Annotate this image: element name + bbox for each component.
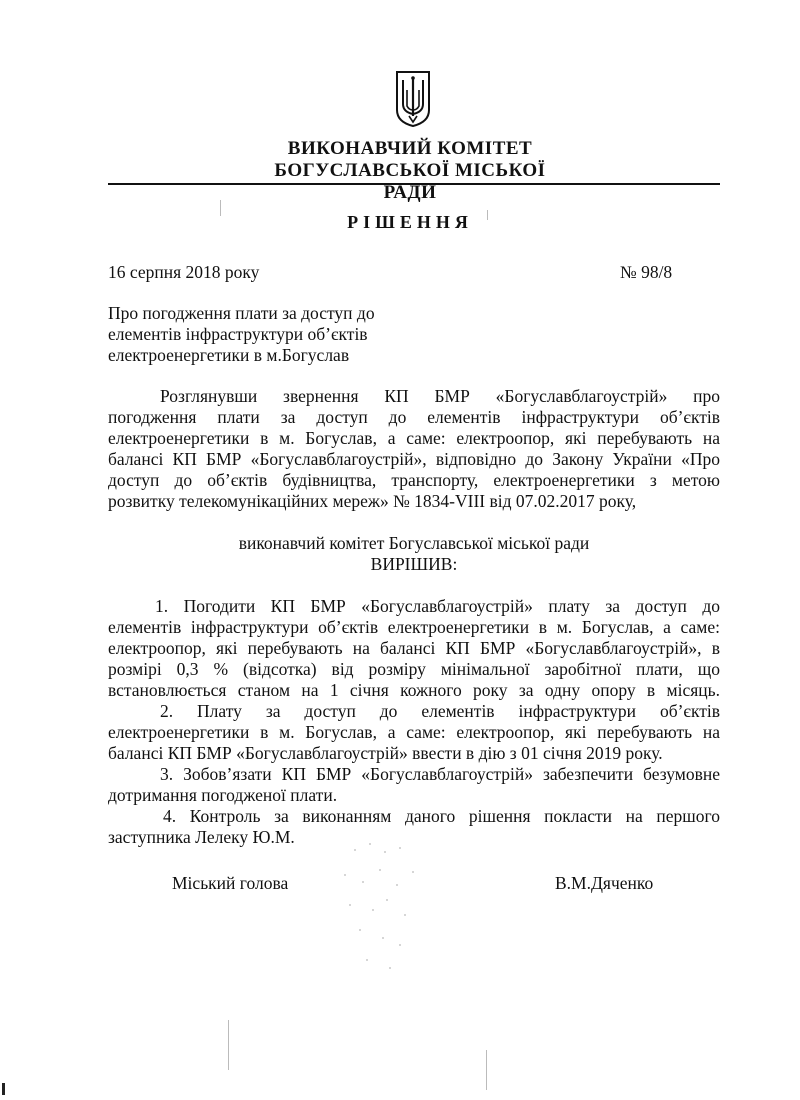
- signatory-name: В.М.Дяченко: [555, 873, 654, 893]
- subject-line: Про погодження плати за доступ до: [108, 303, 375, 323]
- scan-edge-artifact: [2, 1083, 5, 1095]
- document-title: РІШЕННЯ: [347, 212, 473, 232]
- org-name-line1: ВИКОНАВЧИЙ КОМІТЕТ: [287, 138, 533, 159]
- item-2-line: 2. Плату за доступ до елементів інфраструктури об’єктів: [160, 701, 720, 721]
- item-3-line: дотримання погодженої плати.: [108, 785, 338, 805]
- item-3-line: 3. Зобов’язати КП БМР «Богуславблагоустрій» забезпечити безумовне: [160, 764, 720, 784]
- item-2-line: електроенергетики в м. Богуслав, а саме: електроопор, які перебувають на: [108, 722, 720, 742]
- preamble-line: розвитку телекомунікаційних мереж» № 1834-VIII від 07.02.2017 року,: [108, 491, 637, 511]
- org-name-line2: БОГУСЛАВСЬКОЇ МІСЬКОЇ РАДИ: [274, 160, 546, 203]
- item-4-line: заступника Лелеку Ю.М.: [108, 827, 295, 847]
- scan-artifact: [486, 1050, 487, 1090]
- scan-artifact: [228, 1020, 229, 1070]
- item-2-line: балансі КП БМР «Богуславблагоустрій» ввести в дію з 01 січня 2019 року.: [108, 743, 663, 763]
- document-date: 16 серпня 2018 року: [108, 262, 260, 282]
- preamble-line: Розглянувши звернення КП БМР «Богуславблагоустрій» про: [160, 386, 720, 406]
- item-1-line: розмірі 0,3 % (відсотка) від розміру мінімальної заробітної плати, що: [108, 659, 720, 679]
- document-number: № 98/8: [620, 262, 673, 282]
- signatory-position: Міський голова: [172, 873, 289, 893]
- item-1-line: встановлюється станом на 1 січня кожного року за одну опору в місяць.: [108, 680, 720, 700]
- preamble-line: доступ до об’єктів будівництва, транспорту, електроенергетики з метою: [108, 470, 720, 490]
- trident-coat-of-arms-icon: [395, 70, 431, 128]
- item-1-line: елементів інфраструктури об’єктів електроенергетики в м. Богуслав, а саме:: [108, 617, 720, 637]
- preamble-line: балансі КП БМР «Богуславблагоустрій», відповідно до Закону України «Про: [108, 449, 720, 469]
- preamble-line: погодження плати за доступ до елементів інфраструктури об’єктів: [108, 407, 720, 427]
- subject-line: електроенергетики в м.Богуслав: [108, 345, 350, 365]
- header-rule: [108, 183, 720, 185]
- preamble-line: електроенергетики в м. Богуслав, а саме: електроопор, які перебувають на: [108, 428, 720, 448]
- subject-line: елементів інфраструктури об’єктів: [108, 324, 368, 344]
- faint-stamp-icon: [325, 830, 435, 980]
- decided-by: виконавчий комітет Богуславської міської ради: [238, 533, 590, 553]
- scan-artifact: [220, 200, 221, 216]
- item-4-line: 4. Контроль за виконанням даного рішення покласти на першого: [163, 806, 720, 826]
- item-1-line: електроопор, які перебувають на балансі КП БМР «Богуславблагоустрій», в: [108, 638, 720, 658]
- decided-heading: ВИРІШИВ:: [370, 554, 458, 574]
- item-1-line: 1. Погодити КП БМР «Богуславблагоустрій» плату за доступ до: [155, 596, 720, 616]
